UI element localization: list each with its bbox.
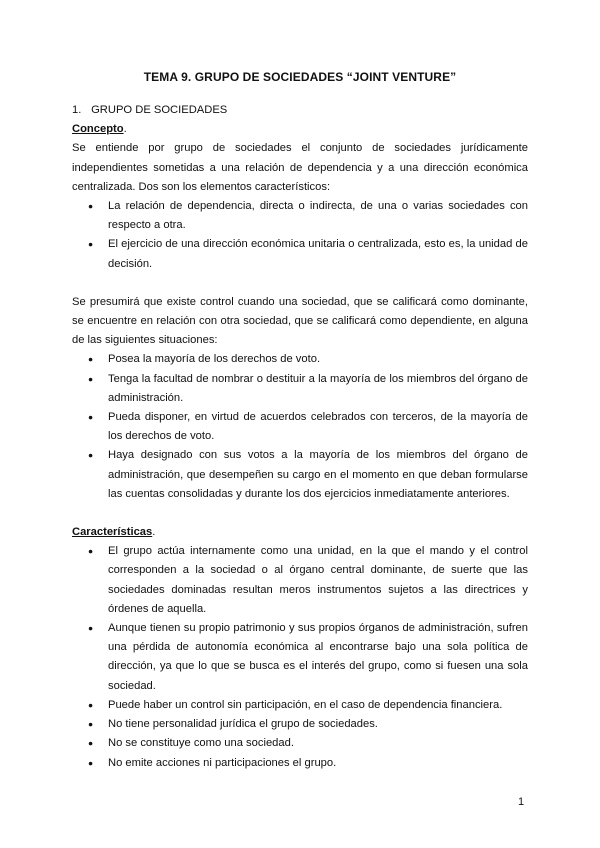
list-item: ● El grupo actúa internamente como una unidad, en la que el mando y el control corresponden a la sociedad o al órgano central dominante, de suerte que las sociedades dominadas resultan meros instrumentos sujetos a las directrices y órdenes de aquella. (72, 542, 528, 619)
concepto-intro: Se entiende por grupo de sociedades el conjunto de sociedades jurídicamente independientes sometidas a una relación de dependencia y a una dirección económica centralizada. Dos son los elementos característicos: (72, 142, 528, 193)
document-title: TEMA 9. GRUPO DE SOCIEDADES “JOINT VENTURE” (143, 70, 457, 84)
list-item: ● Aunque tienen su propio patrimonio y sus propios órganos de administración, sufren una pérdida de autonomía económica al encontrarse bajo una sola política de dirección, ya que lo que se busca es el interés del grupo, como si fuesen una sola sociedad. (72, 619, 528, 696)
section-number: 1. (72, 104, 82, 116)
control-bullet-list (72, 350, 528, 504)
spacer (72, 504, 528, 523)
concepto-heading-suffix: . (123, 123, 127, 136)
list-item: ● No emite acciones ni participaciones el grupo. (72, 754, 528, 773)
concepto-bullet-list (72, 197, 528, 274)
caracteristicas-heading-line (72, 523, 528, 542)
section-heading (72, 101, 528, 120)
concepto-heading: Concepto (72, 123, 124, 136)
spacer (72, 274, 528, 293)
list-item: ● Posea la mayoría de los derechos de voto. (72, 350, 528, 369)
control-intro: Se presumirá que existe control cuando una sociedad, que se calificará como dominante, se encuentre en relación con otra sociedad, que se calificará como dependiente, en alguna de las siguientes situaciones: (72, 295, 528, 347)
list-item: ● Puede haber un control sin participación, en el caso de dependencia financiera. (72, 696, 528, 715)
caracteristicas-heading-suffix: . (152, 526, 156, 539)
list-item: ● No se constituye como una sociedad. (72, 734, 528, 753)
section-label: GRUPO DE SOCIEDADES (91, 104, 228, 116)
concepto-heading-line (72, 120, 528, 139)
list-item: ● Pueda disponer, en virtud de acuerdos celebrados con terceros, de la mayoría de los derechos de voto. (72, 408, 528, 446)
page-number: 1 (518, 796, 525, 808)
list-item: ● Tenga la facultad de nombrar o destituir a la mayoría de los miembros del órgano de administración. (72, 370, 528, 408)
caracteristicas-heading: Características (72, 526, 153, 539)
caracteristicas-bullet-list (72, 542, 528, 772)
list-item: ● Haya designado con sus votos a la mayoría de los miembros del órgano de administración, que desempeñen su cargo en el momento en que deban formularse las cuentas consolidadas y durante los dos ejercicios inmediatamente anteriores. (72, 446, 528, 504)
list-item: ● El ejercicio de una dirección económica unitaria o centralizada, esto es, la unidad de decisión. (72, 235, 528, 273)
list-item: ● No tiene personalidad jurídica el grupo de sociedades. (72, 715, 528, 734)
document-body (72, 101, 528, 773)
list-item: ● La relación de dependencia, directa o indirecta, de una o varias sociedades con respecto a otra. (72, 197, 528, 235)
